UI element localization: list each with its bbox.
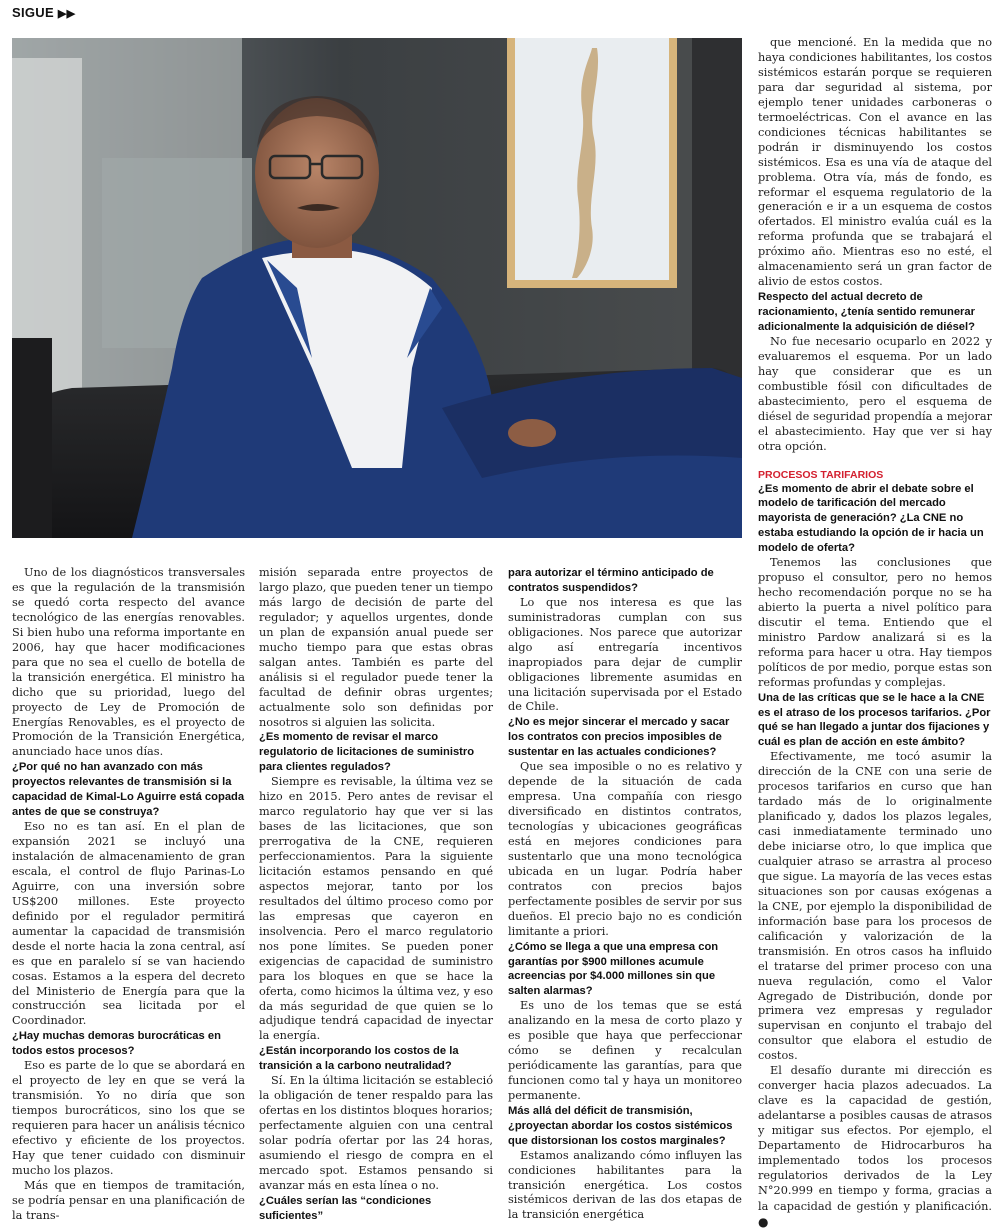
photo-icon — [12, 38, 742, 538]
section-header — [12, 5, 75, 20]
answer-paragraph: Eso no es tan así. En el plan de expansión 2021 se incluyó una instalación de almacenamiento de gran escala, el control de flujo Parinas-Lo Aguirre, con una inversión sobre US$200 millones. Este proyecto definido por el regulador permitirá aumentar la capacidad de transmisión desde el norte hacia la zona central, así es que en paralelo sí se van haciendo cosas. Estamos a la espera del decreto del Ministerio de Energía para que la construcción sea licitada por el Coordinador. — [12, 820, 245, 1028]
answer-paragraph: Siempre es revisable, la última vez se hizo en 2015. Pero antes de revisar el marco regulatorio hay que ver si las bases de las licitaciones, que son prerrogativa de la CNE, requieren perfeccionamientos. Para la siguiente licitación estamos pensando en qué aspectos mejorar, tanto por los resultados del último proceso como por las empresas que cayeron en insolvencia. Pero el marco regulatorio nos pone límites. Se pueden poner exigencias de capacidad de suministro para los bloques en que se hace la oferta, como hicimos la última vez, y eso da más seguridad de que quien se lo adjudique tendrá capacidad de inyectar la energía. — [259, 775, 493, 1043]
article-column-4-top — [758, 36, 992, 1231]
article-column-3 — [508, 566, 742, 1223]
interview-question: ¿Es momento de revisar el marco regulatorio de licitaciones de suministro para clientes regulados? — [259, 731, 475, 774]
header-label: SIGUE — [12, 5, 54, 20]
answer-paragraph: Más que en tiempos de tramitación, se podría pensar en una planificación de la trans- — [12, 1178, 245, 1222]
interview-question: ¿Cómo se llega a que una empresa con garantías por $900 millones acumule acreencias por $4.000 millones sin que salten alarmas? — [508, 940, 719, 998]
interview-question: ¿Por qué no han avanzado con más proyectos relevantes de transmisión si la capacidad de Kimal-Lo Aguirre está copada antes de que se construya? — [12, 761, 245, 819]
interview-question: ¿No es mejor sincerar el mercado y sacar los contratos con precios imposibles de sustentar en las actuales condiciones? — [508, 716, 730, 759]
answer-paragraph: Eso es parte de lo que se abordará en el proyecto de ley en que se verá la transmisión. Yo no diría que son tiempos burocráticos, sino los que se requieren para hacer un análisis técnico efectivo y eficiente de los proyectos. Hay que tener cuidado con disminuir mucho los plazos. — [12, 1059, 245, 1177]
interview-question: Más allá del déficit de transmisión, ¿proyectan abordar los costos sistémicos que distorsionan los costos marginales? — [508, 1104, 733, 1147]
interview-question: ¿Están incorporando los costos de la transición a la carbono neutralidad? — [259, 1045, 459, 1073]
forward-arrows-icon: ▶▶ — [57, 8, 76, 20]
section-heading: PROCESOS TARIFARIOS — [758, 468, 884, 481]
answer-paragraph: Tenemos las conclusiones que propuso el consultor, pero no hemos hecho recomendación porque no se ha abierto la puerta a nivel político para discutir el tema. Entiendo que el ministro Pardow analizará si es la reforma para hacer u otra. Hay tiempos políticos de por medio, porque estas son reformas profundas y complejas. — [758, 556, 992, 689]
interview-question: Una de las críticas que se le hace a la CNE es el atraso de los procesos tarifarios. ¿Por qué se han llegado a juntar dos fijaciones y cuál es plan de acción en este ámbito? — [758, 691, 991, 749]
interview-question: ¿Cuáles serían las “condiciones suficientes” — [259, 1194, 432, 1222]
interview-question: ¿Hay muchas demoras burocráticas en todos estos procesos? — [12, 1030, 221, 1058]
article-column-1 — [12, 566, 245, 1224]
answer-paragraph: No fue necesario ocuparlo en 2022 y evaluaremos el esquema. Por un lado hay que considerar que es un combustible fósil con dificultades de abastecimiento, pero el esquema de diésel de seguridad propendía a mejorar el abastecimiento. Hay que ver si hay otra opción. — [758, 334, 992, 453]
article-column-2 — [259, 566, 493, 1224]
answer-paragraph: Efectivamente, me tocó asumir la dirección de la CNE con una serie de procesos tarifarios en curso que han tardado más de lo originalmente planificado y, dados los plazos legales, casi inmediatamente terminado uno debe iniciarse otro, lo que implica que cualquier atraso se arrastra al proceso que sigue. La mayoría de las veces estas situaciones son por causas exógenas a la CNE, por ejemplo la disponibilidad de información base para los procesos de calificación y valorización de la transmisión. En otros casos ha influido el tratarse del primer proceso con una nueva regulación, como el Valor Agregado de Distribución, donde por primera vez empresas y regulador supervisan en conjunto el trabajo del consultor que elabora el estudio de costos. — [758, 750, 992, 1063]
interview-photo — [12, 38, 742, 538]
answer-paragraph: que mencioné. En la medida que no haya condiciones habilitantes, los costos sistémicos estarán porque se requieren para dar seguridad al sistema, por ejemplo tener unidades carboneras o termoeléctricas. Con el avance en las condiciones técnicas habilitantes se podrán ir disminuyendo los costos sistémicos. Esa es una vía de ataque del problema. Otra vía, más de fondo, es reformar el esquema regulatorio de la generación e ir a un esquema de costos ofertados. El ministro evalúa cuál es la reforma profunda que se trabajará el próximo año. Mientras eso no esté, el almacenamiento será un gran factor de alivio de estos costos. — [758, 36, 992, 289]
interview-question: para autorizar el término anticipado de contratos suspendidos? — [508, 567, 714, 594]
answer-paragraph: Uno de los diagnósticos transversales es que la regulación de la transmisión se quedó corta respecto del avance tecnológico de las energías renovables. Si bien hubo una reforma importante en 2006, hay que hacer modificaciones para que no sea el cuello de botella de la transición energética. El ministro ha dicho que su prioridad, luego del proyecto de Ley de Promoción de Energías Renovables, es el proyecto de Promoción de la Transición Energética, anunciado hace unos días. — [12, 566, 245, 759]
answer-paragraph: Sí. En la última licitación se estableció la obligación de tener respaldo para las ofertas en los distintos bloques horarios; perfectamente alguien con una central solar podría ofertar por las 24 horas, asumiendo el riesgo de compra en el mercado spot. Estamos pensando si avanzar más en esta línea o no. — [259, 1074, 493, 1192]
interview-question: Respecto del actual decreto de racionamiento, ¿tenía sentido remunerar adicionalmente la adquisición de diésel? — [758, 291, 975, 334]
answer-paragraph: misión separada entre proyectos de largo plazo, que pueden tener un tiempo más largo de decisión de parte del regulador; y aquellos urgentes, donde un plan de expansión anual puede ser mucho tiempo para que estas obras salgan antes. También es parte del análisis si el regulador puede tener la facultad de definir obras urgentes; actualmente solo son definidas por nosotros si alguien las solicita. — [259, 566, 493, 729]
answer-paragraph: El desafío durante mi dirección es converger hacia plazos adecuados. La clave es la capacidad de gestión, adelantarse a posibles causas de atrasos y mitigar sus efectos. Por ejemplo, el Departamento de Hidrocarburos ha implementado todos los procesos regulatorios derivados de la Ley N°20.999 en tiempo y forma, gracias a la capacidad de gestión y planificación. ● — [758, 1064, 992, 1229]
interview-question: ¿Es momento de abrir el debate sobre el modelo de tarificación del mercado mayorista de generación? ¿La CNE no estaba estudiando la opción de ir hacia un modelo de oferta? — [758, 482, 984, 555]
answer-paragraph: Es uno de los temas que se está analizando en la mesa de corto plazo y es posible que haya que perfeccionar cómo se definen y recalculan periódicamente las garantías, para que funcionen como tal y haya un monitoreo permanente. — [508, 999, 742, 1102]
end-mark-icon: ● — [758, 1214, 769, 1229]
answer-paragraph: Estamos analizando cómo influyen las condiciones habilitantes para la transición energética. Los costos sistémicos derivan de las dos etapas de la transición energética — [508, 1148, 742, 1222]
answer-paragraph: Lo que nos interesa es que las suministradoras cumplan con sus obligaciones. Nos parece que autorizar algo así entregaría incentivos inapropiados para dejar de cumplir obligaciones libremente asumidas en una licitación supervisada por el Estado de Chile. — [508, 595, 742, 714]
answer-paragraph: Que sea imposible o no es relativo y depende de la situación de cada empresa. Una compañía con riesgo diversificado en distintos contratos, tecnologías y ubicaciones geográficas está en mejores condiciones para sustentarlo que una mono tecnológica ubicada en un lugar. Podría haber contratos con precios bajos perfectamente posibles de servir por sus dueños. El precio bajo no es condición limitante a priori. — [508, 760, 742, 938]
